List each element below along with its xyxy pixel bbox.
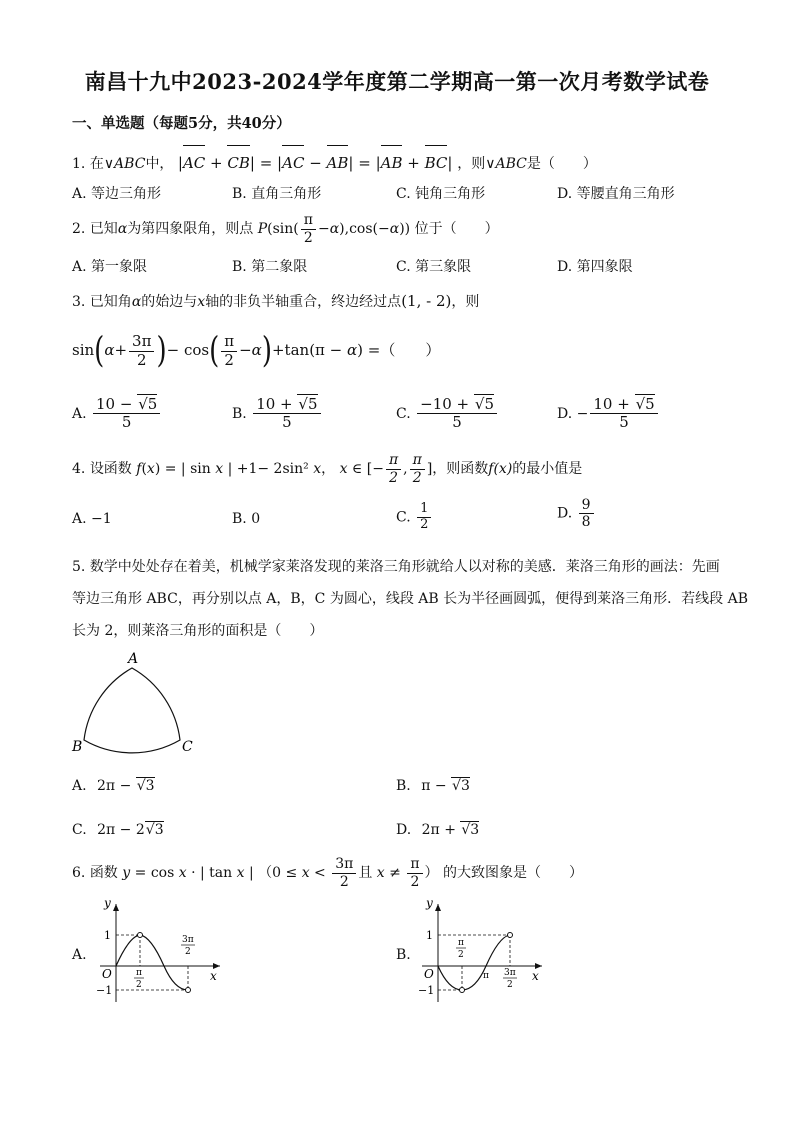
q2-option-b[interactable]: B. 第二象限 [232, 259, 308, 275]
reuleaux-triangle-shape [84, 668, 180, 753]
question-5-line-2: 等边三角形 ABC，再分别以点 A，B，C 为圆心，线段 AB 长为半径画圆弧，便得到莱洛三角形．若线段 AB [72, 591, 748, 607]
svg-text:y: y [104, 898, 111, 910]
function-expression: y = cos x · | tan x | [122, 865, 254, 881]
q6-graph-b[interactable] [412, 898, 552, 1008]
q3-option-b[interactable]: B. $\frac{10 + √5}{5}$ [232, 396, 323, 432]
q4-option-d[interactable]: D. $\frac{9}{8}$ [557, 497, 596, 530]
vertex-b-label: B [72, 739, 83, 755]
q6-option-a-label[interactable]: A. [72, 947, 87, 963]
question-1: 1. 在∨ABC中， |AC + CB| = |AC − AB| = |AB + BC| ，则∨ABC是（ ） [72, 148, 597, 178]
question-number: 1. [72, 156, 86, 172]
q6-option-b-label[interactable]: B. [396, 947, 411, 963]
section-heading: 一、单选题（每题5分，共40分） [72, 115, 291, 132]
q4-option-c[interactable]: C. $\frac{1}{2}$ [396, 502, 433, 533]
svg-text:π: π [458, 938, 464, 948]
point-coordinates: (1, - 2) [401, 292, 452, 310]
svg-text:−1: −1 [96, 984, 113, 997]
vertex-c-label: C [182, 739, 193, 755]
svg-text:y: y [426, 898, 433, 910]
svg-text:O: O [102, 967, 112, 981]
q3-expression: sin(α+ $\frac{3\pi}{2}$ )− cos( $\frac{\pi}{2}$ −α)+tan(π − α) =（ ） [72, 330, 441, 372]
q4-option-b[interactable]: B. 0 [232, 511, 261, 527]
svg-text:1: 1 [104, 929, 111, 942]
svg-text:π: π [483, 971, 489, 981]
question-5-line-3: 长为 2，则莱洛三角形的面积是（ ） [72, 623, 324, 639]
curve [116, 935, 188, 990]
q5-option-d[interactable]: D. 2π + √3 [396, 822, 480, 838]
vertex-a-label: A [128, 651, 139, 667]
q3-option-a[interactable]: A. $\frac{10 - √5}{5}$ [72, 396, 162, 432]
svg-text:x: x [210, 969, 217, 983]
q1-option-b[interactable]: B. 直角三角形 [232, 186, 322, 202]
svg-text:2: 2 [458, 950, 464, 960]
q1-option-c[interactable]: C. 钝角三角形 [396, 186, 486, 202]
q3-option-c[interactable]: C. $\frac{-10 + √5}{5}$ [396, 396, 499, 432]
svg-text:3π: 3π [504, 968, 516, 978]
q2-option-d[interactable]: D. 第四象限 [557, 259, 633, 275]
curve [438, 935, 510, 990]
question-5-line-1: 5. 数学中处处存在着美，机械学家莱洛发现的莱洛三角形就给人以对称的美感．莱洛三角形的画法：先画 [72, 559, 720, 575]
svg-text:−1: −1 [418, 984, 435, 997]
reuleaux-triangle-figure [64, 648, 204, 758]
q3-option-d[interactable]: D. − $\frac{10 + √5}{5}$ [557, 396, 660, 432]
triangle-symbol: ∨ABC [103, 156, 146, 172]
q4-option-a[interactable]: A. −1 [72, 511, 112, 527]
svg-text:2: 2 [185, 947, 191, 957]
vector-equation: |AC + CB| = |AC − AB| = |AB + BC| [178, 154, 457, 172]
svg-text:3π: 3π [182, 935, 194, 945]
q1-option-a[interactable]: A. 等边三角形 [72, 186, 162, 202]
point-expression: P(sin( $\frac{\pi}{2}$ −α),cos(−α)) [257, 212, 411, 246]
q5-option-b[interactable]: B. π − √3 [396, 778, 470, 794]
svg-text:2: 2 [507, 980, 513, 990]
svg-text:π: π [136, 968, 142, 978]
svg-text:x: x [532, 969, 539, 983]
q1-option-d[interactable]: D. 等腰直角三角形 [557, 186, 675, 202]
svg-text:1: 1 [426, 929, 433, 942]
q2-option-c[interactable]: C. 第三象限 [396, 259, 472, 275]
q5-option-a[interactable]: A. 2π − √3 [72, 778, 155, 794]
question-6: 6. 函数 y = cos x · | tan x | （0 ≤ x < $\frac{3\pi}{2}$ 且 x ≠ $\frac{\pi}{2}$ ） 的大致图象是（ ） [72, 856, 583, 890]
domain-condition: （0 ≤ x < $\frac{3\pi}{2}$ 且 x ≠ $\frac{\pi}{2}$ ） [258, 856, 439, 890]
svg-text:2: 2 [136, 980, 142, 990]
svg-text:O: O [424, 967, 434, 981]
q2-option-a[interactable]: A. 第一象限 [72, 259, 148, 275]
function-expression: f(x) = | sin x | +1− 2sin² x， x ∈ [− $\frac{\pi}{2}$ , $\frac{\pi}{2}$ ] [136, 452, 433, 486]
question-4: 4. 设函数 f(x) = | sin x | +1− 2sin² x， x ∈ [− $\frac{\pi}{2}$ , $\frac{\pi}{2}$ ]，则函数f(x)的最小值是 [72, 452, 583, 486]
q6-graph-a[interactable] [90, 898, 230, 1008]
question-2: 2. 已知α为第四象限角，则点 P(sin( $\frac{\pi}{2}$ −α),cos(−α)) 位于（ ） [72, 212, 499, 246]
page-title: 南昌十九中2023-2024学年度第二学期高一第一次月考数学试卷 [84, 69, 710, 94]
q5-option-c[interactable]: C. 2π − 2√3 [72, 822, 164, 838]
question-3: 3. 已知角α的始边与x轴的非负半轴重合，终边经过点(1, - 2)，则 [72, 292, 480, 310]
